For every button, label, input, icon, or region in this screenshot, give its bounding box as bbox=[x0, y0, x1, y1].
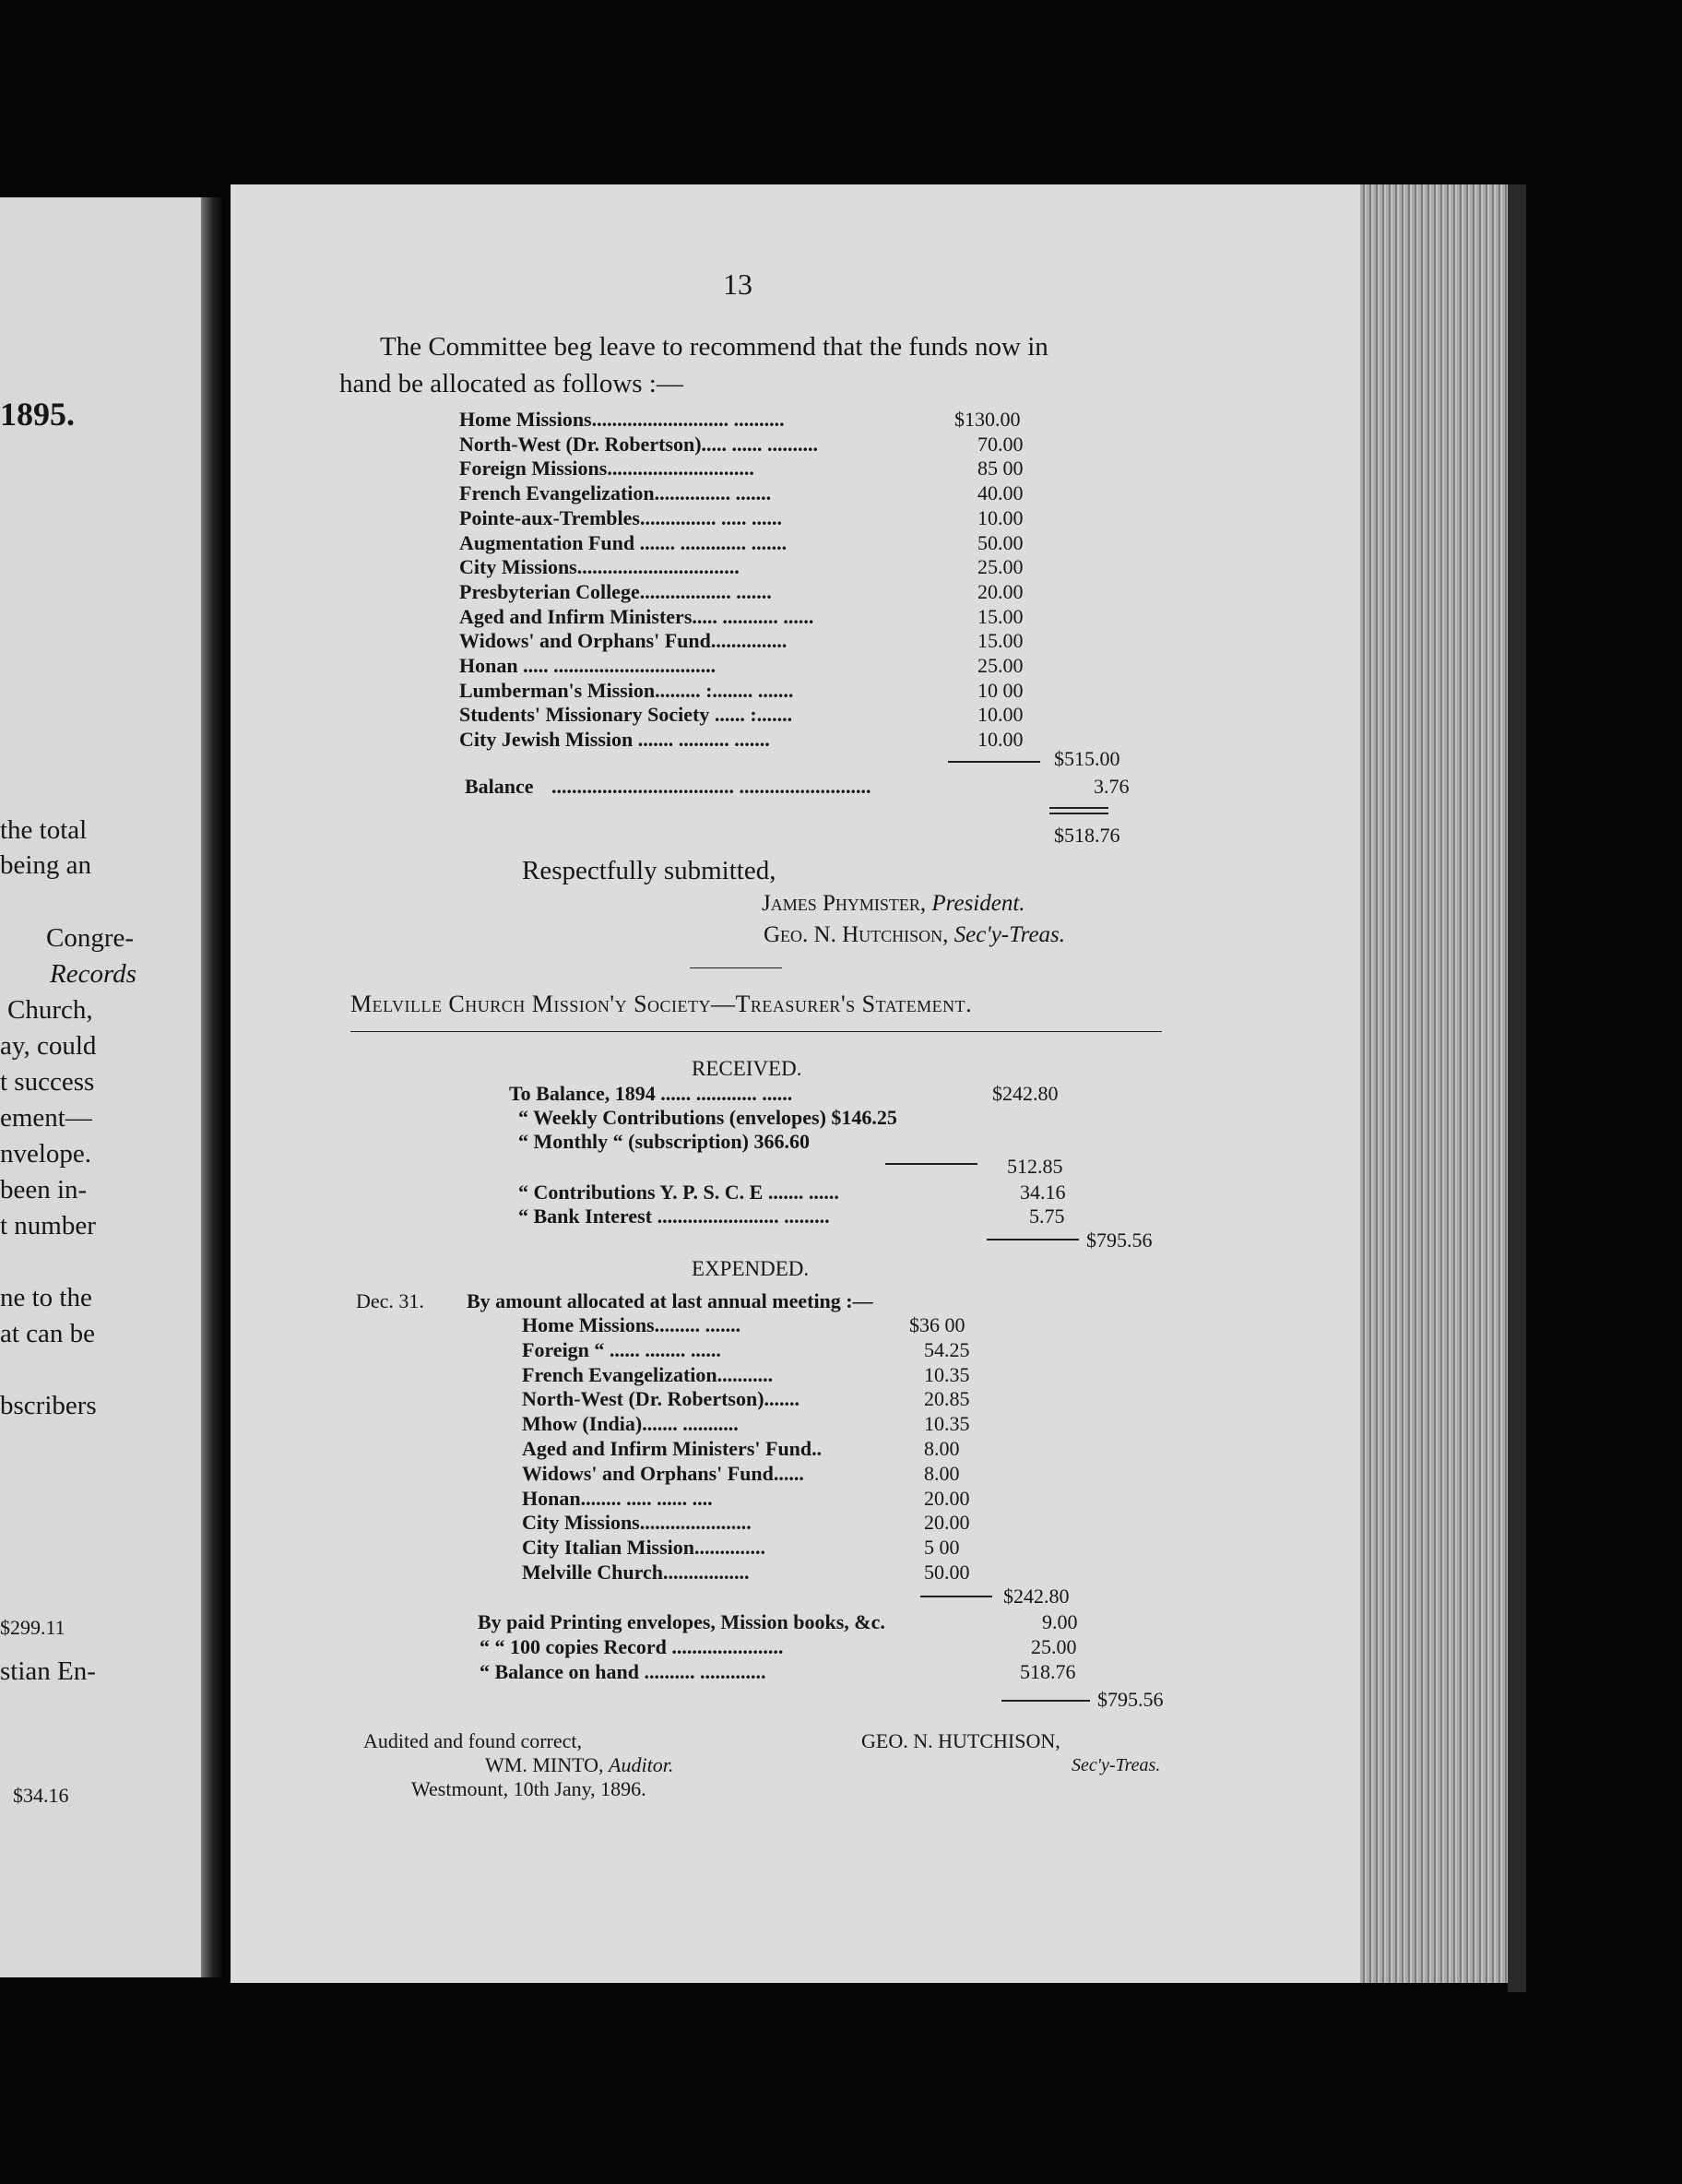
title-underline bbox=[350, 1031, 1162, 1032]
allocation-amount: 10.00 bbox=[977, 728, 1024, 752]
allocation-row bbox=[459, 555, 740, 579]
book-gutter bbox=[201, 197, 225, 1977]
allocation-label: Augmentation Fund bbox=[459, 530, 635, 554]
left-line: Records bbox=[50, 959, 136, 989]
leader: ......... :........ ....... bbox=[655, 678, 794, 702]
received-amount: 5.75 bbox=[1029, 1205, 1065, 1228]
leader: ........................ ......... bbox=[657, 1205, 830, 1228]
leader: ........... bbox=[717, 1362, 774, 1386]
expended-row bbox=[522, 1363, 773, 1387]
allocation-label: Widows' and Orphans' Fund bbox=[459, 629, 711, 653]
expended-label: Honan bbox=[522, 1486, 581, 1510]
allocation-row bbox=[459, 481, 771, 505]
received-label: “ Bank Interest bbox=[518, 1205, 653, 1228]
expense-row: By paid Printing envelopes, Mission books, &c. bbox=[478, 1610, 885, 1633]
allocation-row bbox=[459, 728, 770, 752]
leader: ........................... .......... bbox=[591, 408, 785, 431]
leader: ..... ................................ bbox=[517, 654, 717, 677]
left-line: ne to the bbox=[0, 1283, 92, 1312]
allocation-label: Foreign Missions bbox=[459, 457, 608, 481]
left-line: Church, bbox=[7, 995, 93, 1025]
allocation-amount: 20.00 bbox=[977, 579, 1024, 603]
expended-amount: 20.00 bbox=[924, 1511, 970, 1535]
received-label: “ Contributions Y. P. S. C. E bbox=[518, 1181, 764, 1204]
signature-title: President. bbox=[931, 891, 1025, 916]
leader: ...... bbox=[773, 1461, 804, 1485]
expended-row bbox=[522, 1387, 800, 1411]
allocation-amount: 40.00 bbox=[977, 481, 1024, 505]
allocation-row bbox=[459, 605, 813, 629]
expended-date: Dec. 31. bbox=[356, 1289, 424, 1312]
total-rule bbox=[1049, 813, 1108, 814]
expended-row bbox=[522, 1313, 740, 1337]
allocation-amount: 10 00 bbox=[977, 678, 1024, 702]
allocation-amount: 15.00 bbox=[977, 629, 1024, 653]
leader: ...................... bbox=[671, 1635, 784, 1658]
leader: ....... ............. ....... bbox=[634, 530, 788, 554]
received-row: “ Monthly “ (subscription) 366.60 bbox=[518, 1130, 810, 1153]
expended-total: $795.56 bbox=[1097, 1688, 1164, 1711]
leader: ...................... bbox=[639, 1511, 752, 1535]
left-line: been in- bbox=[0, 1175, 88, 1205]
allocation-amount: 10.00 bbox=[977, 505, 1024, 529]
left-line: ement— bbox=[0, 1103, 92, 1133]
expended-label: City Missions bbox=[522, 1511, 640, 1535]
leader: .................. ....... bbox=[639, 579, 772, 603]
expended-amount: 5 00 bbox=[924, 1536, 960, 1560]
allocation-row bbox=[459, 433, 818, 457]
total-rule bbox=[1049, 807, 1108, 809]
expended-label: North-West (Dr. Robertson) bbox=[522, 1387, 764, 1411]
leader: ......... ....... bbox=[654, 1313, 741, 1336]
expended-amount: 20.00 bbox=[924, 1486, 970, 1510]
allocation-row bbox=[459, 457, 754, 481]
received-amount: $242.80 bbox=[992, 1082, 1059, 1105]
balance-leader: .................................... .......................... bbox=[551, 775, 871, 798]
left-line: the total bbox=[0, 815, 88, 845]
balance-label: Balance bbox=[465, 775, 534, 798]
leader: ..... ........... ...... bbox=[692, 604, 814, 628]
expense-amount: 518.76 bbox=[1020, 1660, 1076, 1683]
expended-amount: 8.00 bbox=[924, 1461, 960, 1485]
left-amount: $34.16 bbox=[13, 1784, 69, 1807]
audit-line: Audited and found correct, bbox=[363, 1729, 583, 1752]
expense-row bbox=[480, 1660, 766, 1684]
left-line: t success bbox=[0, 1067, 95, 1097]
leader: ............................. bbox=[607, 457, 754, 481]
expense-label: “ “ 100 copies Record bbox=[480, 1635, 667, 1658]
allocation-row bbox=[459, 703, 792, 727]
balance-amount: 3.76 bbox=[1094, 775, 1130, 798]
intro-line-2: hand be allocated as follows :— bbox=[339, 369, 683, 398]
expended-row bbox=[522, 1487, 713, 1511]
allocation-rule bbox=[948, 761, 1040, 763]
allocation-label: City Jewish Mission bbox=[459, 728, 634, 752]
leader: ....... .......... ....... bbox=[633, 728, 770, 752]
expended-heading: EXPENDED. bbox=[692, 1257, 810, 1280]
expended-amount: 10.35 bbox=[924, 1412, 970, 1436]
leader: .............. bbox=[694, 1536, 766, 1560]
grand-total: $518.76 bbox=[1054, 824, 1120, 847]
left-line: Congre- bbox=[46, 923, 135, 953]
allocation-amount: $130.00 bbox=[954, 408, 1021, 431]
book-cover-edge bbox=[1508, 184, 1526, 1992]
left-line: at can be bbox=[0, 1319, 96, 1348]
leader: ...... ............ ...... bbox=[660, 1082, 793, 1105]
allocation-amount: 25.00 bbox=[977, 555, 1024, 579]
leader: .......... ............. bbox=[644, 1660, 766, 1683]
allocation-row bbox=[459, 580, 772, 604]
allocation-amount: 85 00 bbox=[977, 457, 1024, 481]
allocation-label: City Missions bbox=[459, 555, 577, 579]
leader: ....... ...... bbox=[767, 1181, 839, 1204]
left-line: nvelope. bbox=[0, 1139, 92, 1169]
expended-amount: $36 00 bbox=[909, 1313, 965, 1336]
received-row bbox=[509, 1082, 792, 1106]
leader: ...... :....... bbox=[709, 703, 793, 727]
allocation-label: Home Missions bbox=[459, 408, 592, 431]
received-total-rule bbox=[987, 1239, 1079, 1240]
expended-row bbox=[522, 1462, 804, 1486]
expended-label: Mhow (India) bbox=[522, 1412, 643, 1436]
expended-row bbox=[522, 1561, 749, 1585]
allocation-row bbox=[459, 629, 787, 653]
expended-subtotal: $242.80 bbox=[1003, 1585, 1070, 1608]
expended-label: French Evangelization bbox=[522, 1362, 717, 1386]
left-line: bscribers bbox=[0, 1391, 97, 1420]
auditor-line bbox=[485, 1753, 673, 1777]
treasurer-title: Sec'y-Treas. bbox=[1072, 1755, 1161, 1775]
expended-intro: By amount allocated at last annual meeting :— bbox=[467, 1289, 873, 1312]
leader: ....... bbox=[764, 1387, 800, 1411]
allocation-row bbox=[459, 679, 793, 703]
expended-amount: 10.35 bbox=[924, 1362, 970, 1386]
allocation-label: Lumberman's Mission bbox=[459, 678, 656, 702]
expended-amount: 50.00 bbox=[924, 1561, 970, 1584]
allocation-label: Students' Missionary Society bbox=[459, 703, 710, 727]
leader: ............... ..... ...... bbox=[639, 505, 782, 529]
auditor-name: WM. MINTO, bbox=[485, 1753, 604, 1776]
left-line: stian En- bbox=[0, 1656, 96, 1686]
allocation-amount: 70.00 bbox=[977, 432, 1024, 456]
received-amount: 34.16 bbox=[1020, 1181, 1066, 1204]
expended-amount: 54.25 bbox=[924, 1337, 970, 1361]
leader: ............... bbox=[710, 629, 788, 653]
page-edges bbox=[1360, 184, 1508, 1983]
expended-row bbox=[522, 1511, 752, 1535]
allocation-amount: 15.00 bbox=[977, 604, 1024, 628]
received-rule bbox=[885, 1163, 977, 1165]
received-label: To Balance, 1894 bbox=[509, 1082, 656, 1105]
received-row bbox=[518, 1181, 839, 1205]
received-heading: RECEIVED. bbox=[692, 1057, 802, 1080]
submitted-line: Respectfully submitted, bbox=[522, 856, 776, 885]
left-line: ay, could bbox=[0, 1031, 97, 1061]
intro-line-1: The Committee beg leave to recommend that the funds now in bbox=[380, 332, 1048, 362]
signature-president bbox=[762, 891, 1025, 917]
leader: ....... ........... bbox=[642, 1412, 739, 1436]
expended-rule bbox=[920, 1596, 992, 1597]
allocation-amount: 10.00 bbox=[977, 703, 1024, 727]
allocation-label: Honan bbox=[459, 654, 518, 677]
left-line: being an bbox=[0, 850, 92, 880]
signature-treasurer bbox=[764, 922, 1065, 948]
leader: .. bbox=[811, 1437, 823, 1460]
signature-name: Geo. N. Hutchison, bbox=[764, 922, 949, 947]
allocation-row bbox=[459, 531, 787, 555]
allocation-label: French Evangelization bbox=[459, 481, 655, 505]
left-page bbox=[0, 197, 208, 1977]
expense-row bbox=[480, 1635, 783, 1659]
received-row bbox=[518, 1205, 830, 1228]
expended-row bbox=[522, 1412, 739, 1436]
leader: ................................ bbox=[576, 555, 740, 579]
expense-amount: 9.00 bbox=[1042, 1610, 1078, 1633]
signature-title: Sec'y-Treas. bbox=[954, 922, 1066, 947]
expended-amount: 8.00 bbox=[924, 1437, 960, 1460]
expended-label: Home Missions bbox=[522, 1313, 655, 1336]
allocation-row bbox=[459, 408, 785, 432]
allocation-label: Pointe-aux-Trembles bbox=[459, 505, 640, 529]
left-amount: $299.11 bbox=[0, 1616, 65, 1639]
right-page bbox=[231, 184, 1360, 1983]
allocation-amount: 50.00 bbox=[977, 530, 1024, 554]
expended-row bbox=[522, 1437, 822, 1461]
allocation-label: Presbyterian College bbox=[459, 579, 640, 603]
allocation-label: Aged and Infirm Ministers bbox=[459, 604, 693, 628]
allocation-row bbox=[459, 654, 716, 678]
treasurer-name: GEO. N. HUTCHISON, bbox=[861, 1729, 1060, 1752]
leader: ...... ........ ...... bbox=[604, 1337, 721, 1361]
page-number: 13 bbox=[723, 267, 752, 301]
received-subtotal: 512.85 bbox=[1007, 1155, 1063, 1178]
expended-label: Aged and Infirm Ministers' Fund bbox=[522, 1437, 812, 1460]
leader: ........ ..... ...... .... bbox=[580, 1486, 713, 1510]
received-row: “ Weekly Contributions (envelopes) $146.25 bbox=[518, 1106, 897, 1129]
leader: ............... ....... bbox=[654, 481, 772, 505]
leader: ..... ...... .......... bbox=[701, 432, 819, 456]
expense-label: “ Balance on hand bbox=[480, 1660, 639, 1683]
expended-label: City Italian Mission bbox=[522, 1536, 695, 1560]
signature-name: James Phymister, bbox=[762, 891, 927, 916]
allocation-amount: 25.00 bbox=[977, 654, 1024, 677]
expended-label: Widows' and Orphans' Fund bbox=[522, 1461, 774, 1485]
expended-label: Foreign “ bbox=[522, 1337, 605, 1361]
section-divider bbox=[690, 967, 782, 968]
leader: ................. bbox=[662, 1561, 750, 1584]
audit-date: Westmount, 10th Jany, 1896. bbox=[411, 1777, 646, 1800]
received-total: $795.56 bbox=[1086, 1228, 1153, 1252]
allocation-row bbox=[459, 506, 782, 530]
expended-row bbox=[522, 1536, 765, 1560]
expended-row bbox=[522, 1338, 721, 1362]
statement-title: Melville Church Mission'y Society—Treasurer's Statement. bbox=[350, 991, 973, 1017]
expense-amount: 25.00 bbox=[1031, 1635, 1077, 1658]
left-line: t number bbox=[0, 1211, 96, 1240]
allocation-label: North-West (Dr. Robertson) bbox=[459, 432, 702, 456]
left-heading: 1895. bbox=[0, 396, 75, 433]
expended-amount: 20.85 bbox=[924, 1387, 970, 1411]
auditor-title: Auditor. bbox=[609, 1753, 674, 1776]
allocation-total: $515.00 bbox=[1054, 747, 1120, 770]
expended-total-rule bbox=[1001, 1700, 1090, 1702]
expended-label: Melville Church bbox=[522, 1561, 663, 1584]
